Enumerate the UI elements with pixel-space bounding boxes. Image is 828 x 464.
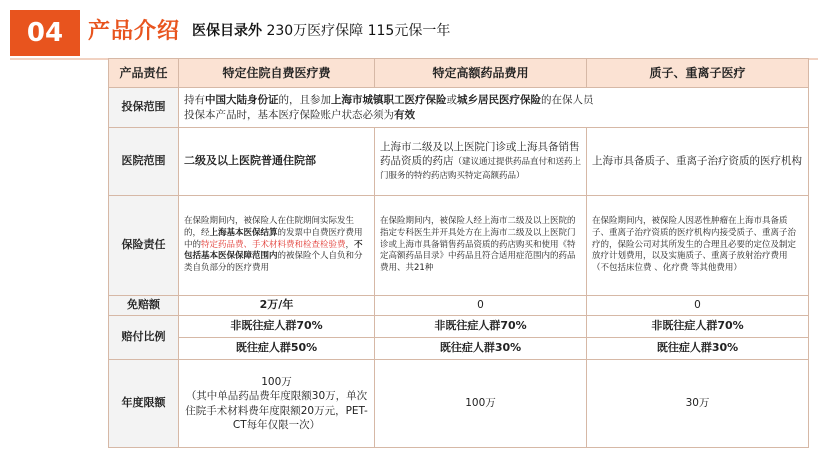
subtitle-emphasis: 医保目录外 bbox=[192, 23, 262, 39]
row-hospital bbox=[109, 128, 809, 196]
liability-text: 的发票中自费医疗费用中的 bbox=[184, 227, 363, 250]
liability-text: 的被保险个人自负和分类自负部分的医疗费用 bbox=[184, 251, 363, 274]
payout-drugs-preexisting: 既往症人群30% bbox=[375, 338, 587, 360]
enroll-text: 的，且参加 bbox=[278, 94, 331, 107]
annual-inpatient-note: （其中单品药品费年度限额30万，单次住院手术材料费年度限额20万元，PET-CT每年仅限一次） bbox=[185, 390, 368, 431]
header-cell-inpatient: 特定住院自费医疗费 bbox=[179, 59, 375, 88]
subtitle-rest: 230万医疗保障 115元保一年 bbox=[262, 23, 451, 39]
liability-drugs: 在保险期间内，被保险人经上海市二级及以上医院的指定专科医生并开具处方在上海市二级及以上医院门诊或上海市具备销售药品资质的药店购买和使用《特定高额药品目录》中药品且符合适用症范围内的药品费用、共21种 bbox=[375, 196, 587, 296]
header-cell-drugs: 特定高额药品费用 bbox=[375, 59, 587, 88]
enroll-id-card: 中国大陆身份证 bbox=[205, 94, 279, 107]
enroll-line-2 bbox=[184, 108, 803, 122]
section-number: 04 bbox=[10, 10, 80, 56]
liability-proton: 在保险期间内，被保险人因恶性肿瘤在上海市具备质子、重离子治疗资质的医疗机构内接受质子、重离子治疗的，保险公司对其所发生的合理且必要的定位及制定放疗计划费用，以及实施质子、重离子放射治疗费用（不包括床位费 、化疗费 等其他费用） bbox=[587, 196, 809, 296]
payout-drugs-non-preexisting: 非既往症人群70% bbox=[375, 316, 587, 338]
hospital-inpatient: 二级及以上医院普通住院部 bbox=[179, 128, 375, 196]
row-annual bbox=[109, 360, 809, 448]
annual-proton: 30万 bbox=[587, 360, 809, 448]
annual-inpatient-amount: 100万 bbox=[261, 376, 292, 389]
hospital-proton: 上海市具备质子、重离子治疗资质的医疗机构 bbox=[587, 128, 809, 196]
row-label-hospital: 医院范围 bbox=[109, 128, 179, 196]
enroll-text: 或 bbox=[446, 94, 457, 107]
payout-proton-preexisting: 既往症人群30% bbox=[587, 338, 809, 360]
liability-exclusion: 不包括基本医保保障范围内 bbox=[184, 239, 363, 262]
annual-drugs: 100万 bbox=[375, 360, 587, 448]
row-deductible bbox=[109, 296, 809, 316]
row-payout-1 bbox=[109, 316, 809, 338]
product-table bbox=[108, 58, 809, 448]
row-liability bbox=[109, 196, 809, 296]
row-label-payout: 赔付比例 bbox=[109, 316, 179, 360]
enroll-content bbox=[179, 88, 809, 128]
payout-inpatient-non-preexisting: 非既往症人群70% bbox=[179, 316, 375, 338]
header-cell-proton: 质子、重离子医疗 bbox=[587, 59, 809, 88]
section-title: 产品介绍 bbox=[88, 19, 181, 44]
deductible-drugs: 0 bbox=[375, 296, 587, 316]
enroll-text: 持有 bbox=[184, 94, 205, 107]
deductible-proton: 0 bbox=[587, 296, 809, 316]
row-label-annual: 年度限额 bbox=[109, 360, 179, 448]
row-label-enroll: 投保范围 bbox=[109, 88, 179, 128]
table-header-row bbox=[109, 59, 809, 88]
row-label-liability: 保险责任 bbox=[109, 196, 179, 296]
payout-proton-non-preexisting: 非既往症人群70% bbox=[587, 316, 809, 338]
liability-settlement: 上海基本医保结算 bbox=[209, 227, 278, 238]
liability-inpatient bbox=[179, 196, 375, 296]
hospital-drugs-main: 上海市二级及以上医院门诊或上海具备销售药品资质的药店 bbox=[380, 140, 580, 168]
row-label-deductible: 免赔额 bbox=[109, 296, 179, 316]
hospital-drugs bbox=[375, 128, 587, 196]
page-header bbox=[0, 0, 828, 60]
header-cell-liability: 产品责任 bbox=[109, 59, 179, 88]
payout-inpatient-preexisting: 既往症人群50% bbox=[179, 338, 375, 360]
hospital-drugs-note: （建议通过提供药品直付和送药上门服务的特约药店购买特定高额药品） bbox=[380, 157, 582, 182]
enroll-line-1 bbox=[184, 93, 803, 107]
section-subtitle bbox=[192, 20, 450, 40]
liability-text: 在保险期间内，被保险人在住院期间实际发生的，经 bbox=[184, 215, 355, 238]
enroll-text: 的在保人员 bbox=[541, 94, 594, 107]
liability-text: ， bbox=[345, 239, 355, 250]
row-payout-2 bbox=[109, 338, 809, 360]
deductible-inpatient: 2万/年 bbox=[179, 296, 375, 316]
enroll-text: 投保本产品时，基本医疗保险账户状态必须为 bbox=[184, 108, 394, 121]
liability-covered-items: 特定药品费、手术材料费和检查检验费 bbox=[201, 239, 346, 250]
enroll-employee-insurance: 上海市城镇职工医疗保险 bbox=[331, 94, 447, 107]
row-enroll bbox=[109, 88, 809, 128]
enroll-resident-insurance: 城乡居民医疗保险 bbox=[457, 94, 541, 107]
enroll-valid: 有效 bbox=[394, 108, 415, 121]
annual-inpatient bbox=[179, 360, 375, 448]
